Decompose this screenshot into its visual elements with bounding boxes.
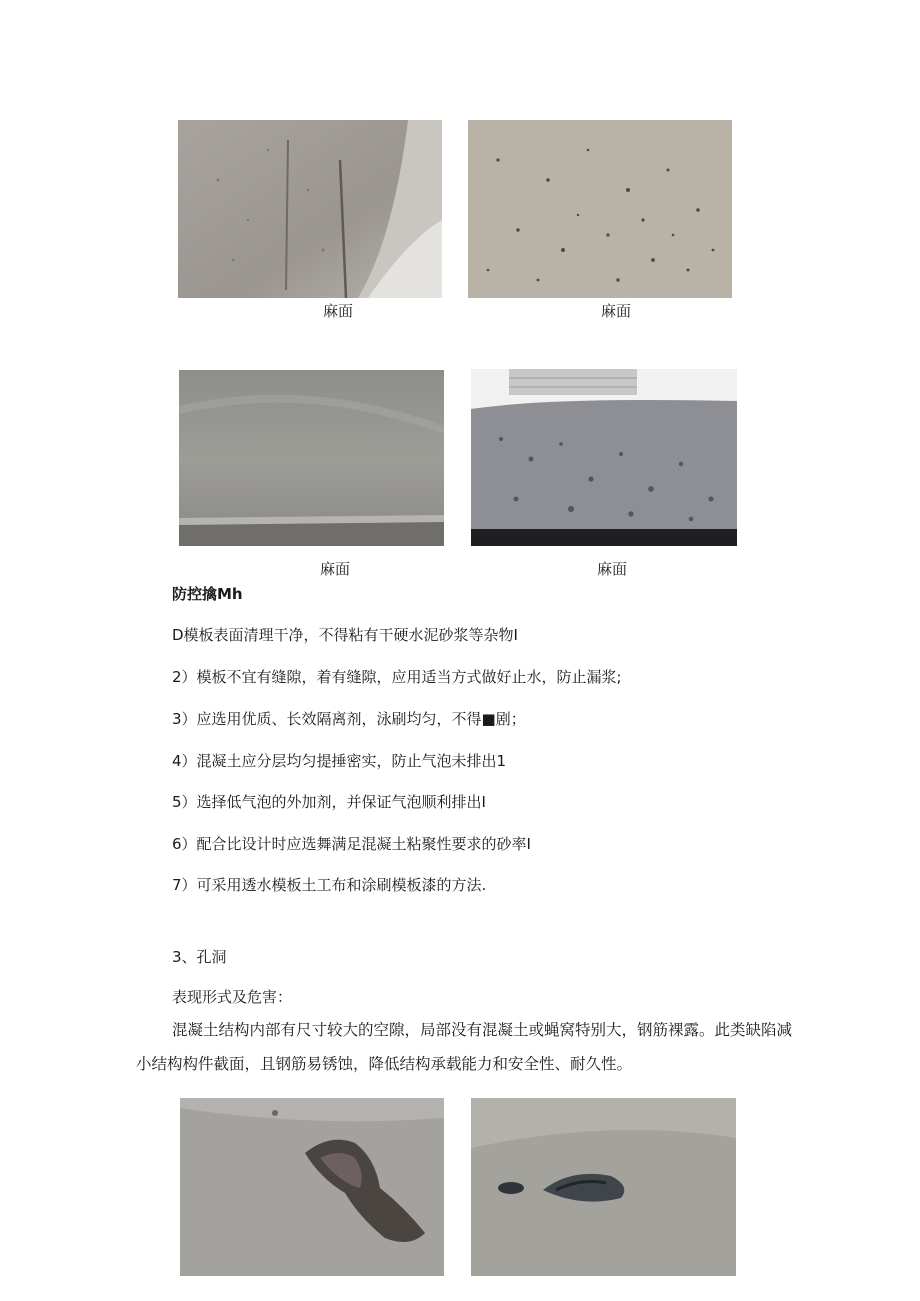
figure-caption: 麻面 bbox=[600, 302, 631, 320]
figure-caption: 麻面 bbox=[596, 560, 627, 578]
section-title: 3、孔洞 bbox=[172, 948, 227, 966]
section-subtitle: 表现形式及危害： bbox=[172, 988, 293, 1006]
prevention-item: 6）配合比设计时应选舞满足混凝土粘聚性要求的砂率I bbox=[172, 835, 531, 853]
prevention-heading: 防控擒Mh bbox=[172, 585, 243, 603]
photo-pitted-surface-1 bbox=[178, 120, 442, 298]
prevention-item: 2）模板不宜有缝隙，着有缝隙，应用适当方式做好止水，防止漏浆; bbox=[172, 668, 622, 686]
prevention-item: D模板表面清理干净，不得粘有干硬水泥砂浆等杂物I bbox=[172, 626, 518, 644]
photo-hole-defect-2 bbox=[471, 1098, 736, 1276]
section-paragraph: 混凝土结构内部有尺寸较大的空隙，局部没有混凝土或蝇窝特别大，钢筋裸露。此类缺陷减小结构构件截面，且钢筋易锈蚀，降低结构承载能力和安全性、耐久性。 bbox=[136, 1021, 793, 1073]
photo-pitted-surface-3 bbox=[179, 370, 444, 546]
photo-hole-defect-1 bbox=[180, 1098, 444, 1276]
prevention-item: 4）混凝土应分层均匀提捶密实，防止气泡未排出1 bbox=[172, 752, 507, 770]
figure-caption: 麻面 bbox=[319, 560, 350, 578]
prevention-item: 7）可采用透水模板土工布和涂刷模板漆的方法. bbox=[172, 876, 487, 894]
photo-pitted-surface-2 bbox=[468, 120, 732, 298]
photo-pitted-surface-4 bbox=[471, 369, 737, 546]
prevention-item: 3）应选用优质、长效隔离剂，泳刷均匀，不得■剧； bbox=[172, 710, 526, 728]
prevention-item: 5）选择低气泡的外加剂，并保证气泡顺利排出I bbox=[172, 793, 486, 811]
figure-caption: 麻面 bbox=[322, 302, 353, 320]
